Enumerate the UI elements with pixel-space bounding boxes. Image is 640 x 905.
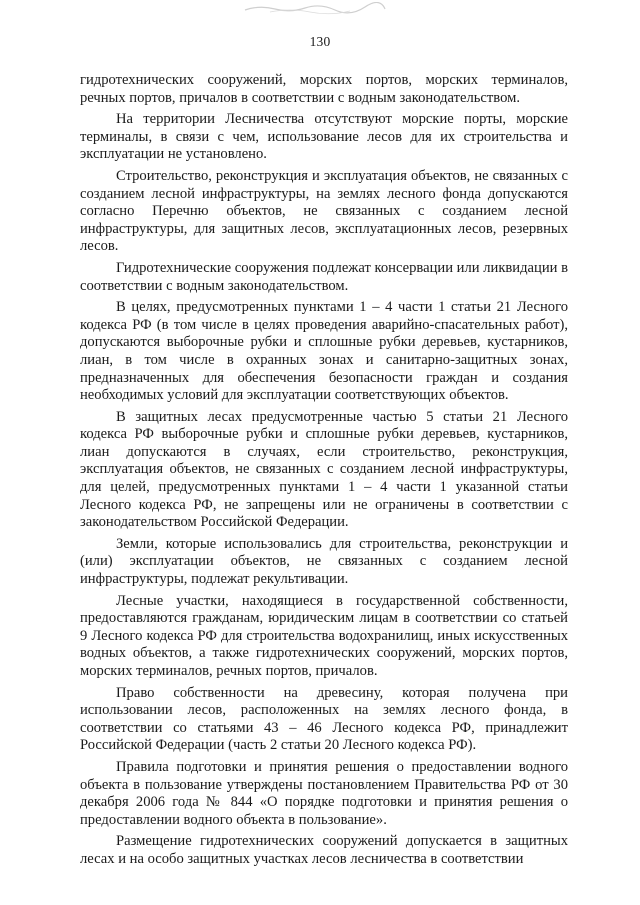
paragraph: Правила подготовки и принятия решения о предоставлении водного объекта в пользование утверждены постановлением Правительства РФ от 30 декабря 2006 года № 844 «О порядке подготовки и принятия решения о предоставлении водного объекта в пользование».: [80, 758, 568, 828]
paragraph: Лесные участки, находящиеся в государственной собственности, предоставляются гражданам, юридическим лицам в соответствии со статьей 9 Лесного кодекса РФ для строительства водохранилищ, иных искусственных водных объектов, а также гидротехнических сооружений, морских портов, морских терминалов, речных портов, причалов.: [80, 592, 568, 679]
paragraph: В защитных лесах предусмотренные частью 5 статьи 21 Лесного кодекса РФ выборочные рубки и сплошные рубки деревьев, кустарников, лиан допускаются в случаях, если строительство, реконструкция, эксплуатация объектов, не связанных с созданием лесной инфраструктуры, для целей, предусмотренных пунктами 1 – 4 части 1 указанной статьи Лесного кодекса РФ, не запрещены или не ограничены в соответствии с законодательством Российской Федерации.: [80, 408, 568, 531]
body-text: [80, 72, 568, 873]
paragraph: Размещение гидротехнических сооружений допускается в защитных лесах и на особо защитных участках лесов лесничества в соответствии: [80, 833, 568, 867]
paragraph: В целях, предусмотренных пунктами 1 – 4 части 1 статьи 21 Лесного кодекса РФ (в том числе в целях проведения аварийно-спасательных работ), допускаются выборочные рубки и сплошные рубки деревьев, кустарников, лиан, в том числе в охранных зонах и санитарно-защитных зонах, предназначенных для обеспечения безопасности граждан и создания необходимых условий для эксплуатации соответствующих объектов.: [80, 299, 568, 404]
paragraph: Право собственности на древесину, которая получена при использовании лесов, расположенных на землях лесного фонда, в соответствии со статьями 43 – 46 Лесного кодекса РФ, принадлежит Российской Федерации (часть 2 статьи 20 Лесного кодекса РФ).: [80, 684, 568, 754]
page-number: 130: [309, 34, 331, 49]
paragraph: На территории Лесничества отсутствуют морские порты, морские терминалы, в связи с чем, использование лесов для их строительства и эксплуатации не установлено.: [80, 111, 568, 163]
paragraph: гидротехнических сооружений, морских портов, морских терминалов, речных портов, причалов в соответствии с водным законодательством.: [80, 72, 568, 106]
paragraph: Гидротехнические сооружения подлежат консервации или ликвидации в соответствии с водным законодательством.: [80, 259, 568, 294]
paragraph: Земли, которые использовались для строительства, реконструкции и (или) эксплуатации объектов, не связанных с созданием лесной инфраструктуры, подлежат рекультивации.: [80, 535, 568, 588]
scan-artifact-icon: [240, 2, 390, 16]
paragraph: Строительство, реконструкция и эксплуатация объектов, не связанных с созданием лесной инфраструктуры, на землях лесного фонда допускаются согласно Перечню объектов, не связанных с созданием лесной инфраструктуры, для защитных лесов, эксплуатационных лесов, резервных лесов.: [80, 167, 568, 255]
